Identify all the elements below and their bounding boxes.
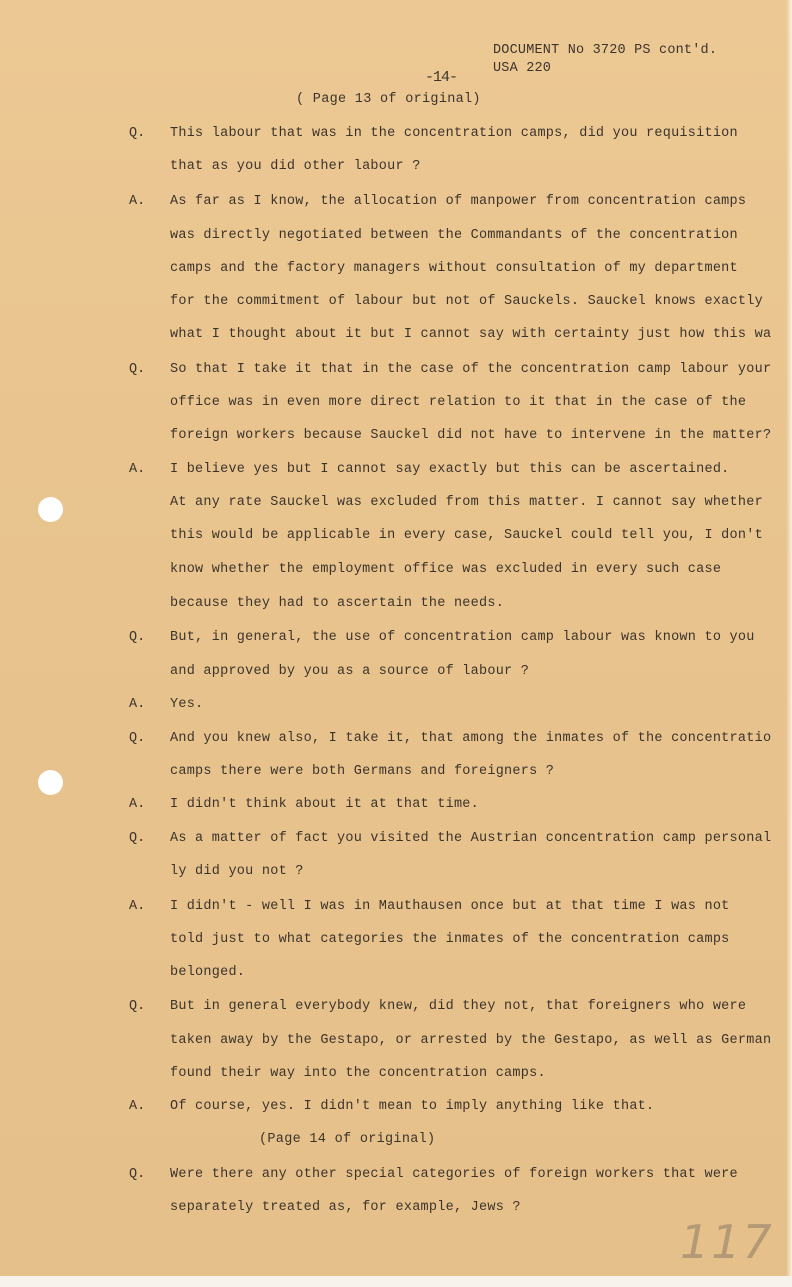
- paper-edge: [786, 0, 792, 1287]
- transcript-line: what I thought about it but I cannot say with certainty just how this wa: [170, 327, 772, 342]
- original-page-reference-mid: (Page 14 of original): [259, 1132, 436, 1147]
- transcript-line: found their way into the concentration camps.: [170, 1066, 546, 1081]
- speaker-label: Q.: [129, 1167, 146, 1182]
- speaker-label: Q.: [129, 831, 146, 846]
- transcript-line: for the commitment of labour but not of Sauckels. Sauckel knows exactly: [170, 294, 763, 309]
- transcript-line: I didn't think about it at that time.: [170, 797, 479, 812]
- transcript-line: taken away by the Gestapo, or arrested by the Gestapo, as well as German: [170, 1033, 772, 1048]
- transcript-line: This labour that was in the concentration camps, did you requisition: [170, 126, 738, 141]
- transcript-line: separately treated as, for example, Jews ?: [170, 1200, 521, 1215]
- speaker-label: A.: [129, 194, 146, 209]
- transcript-line: As far as I know, the allocation of manpower from concentration camps: [170, 194, 747, 209]
- transcript-line: But in general everybody knew, did they not, that foreigners who were: [170, 999, 747, 1014]
- transcript-line: And you knew also, I take it, that among the inmates of the concentratio: [170, 731, 772, 746]
- transcript-line: But, in general, the use of concentration camp labour was known to you: [170, 630, 755, 645]
- page-number: -14-: [425, 69, 458, 86]
- transcript-line: told just to what categories the inmates of the concentration camps: [170, 932, 730, 947]
- transcript-line: because they had to ascertain the needs.: [170, 596, 505, 611]
- transcript-line: was directly negotiated between the Commandants of the concentration: [170, 228, 738, 243]
- speaker-label: Q.: [129, 126, 146, 141]
- transcript-line: that as you did other labour ?: [170, 159, 421, 174]
- speaker-label: A.: [129, 697, 146, 712]
- punch-hole: [38, 497, 63, 522]
- transcript-line: Were there any other special categories of foreign workers that were: [170, 1167, 738, 1182]
- speaker-label: A.: [129, 1099, 146, 1114]
- document-reference: [493, 42, 717, 78]
- exhibit-number-line: USA 220: [493, 61, 552, 76]
- scan-bottom-margin: [0, 1276, 792, 1287]
- punch-hole: [38, 770, 63, 795]
- original-page-reference-top: ( Page 13 of original): [296, 92, 481, 107]
- transcript-line: camps there were both Germans and foreigners ?: [170, 764, 555, 779]
- speaker-label: A.: [129, 462, 146, 477]
- transcript-line: I didn't - well I was in Mauthausen once but at that time I was not: [170, 899, 730, 914]
- transcript-line: At any rate Sauckel was excluded from this matter. I cannot say whether: [170, 495, 763, 510]
- pencil-page-number: 117: [680, 1215, 774, 1269]
- speaker-label: Q.: [129, 731, 146, 746]
- transcript-line: office was in even more direct relation to it that in the case of the: [170, 395, 747, 410]
- transcript-line: camps and the factory managers without consultation of my department: [170, 261, 738, 276]
- speaker-label: Q.: [129, 999, 146, 1014]
- transcript-line: belonged.: [170, 965, 246, 980]
- transcript-line: Yes.: [170, 697, 204, 712]
- transcript-line: ly did you not ?: [170, 864, 304, 879]
- transcript-line: know whether the employment office was excluded in every such case: [170, 562, 722, 577]
- speaker-label: A.: [129, 899, 146, 914]
- speaker-label: A.: [129, 797, 146, 812]
- speaker-label: Q.: [129, 362, 146, 377]
- transcript-line: this would be applicable in every case, Sauckel could tell you, I don't: [170, 528, 763, 543]
- transcript-line: As a matter of fact you visited the Austrian concentration camp personal: [170, 831, 772, 846]
- transcript-line: and approved by you as a source of labour ?: [170, 664, 530, 679]
- transcript-line: So that I take it that in the case of the concentration camp labour your: [170, 362, 772, 377]
- transcript-line: Of course, yes. I didn't mean to imply anything like that.: [170, 1099, 655, 1114]
- document-number-line: DOCUMENT No 3720 PS cont'd.: [493, 43, 718, 58]
- speaker-label: Q.: [129, 630, 146, 645]
- transcript-line: I believe yes but I cannot say exactly but this can be ascertained.: [170, 462, 730, 477]
- transcript-line: foreign workers because Sauckel did not have to intervene in the matter?: [170, 428, 772, 443]
